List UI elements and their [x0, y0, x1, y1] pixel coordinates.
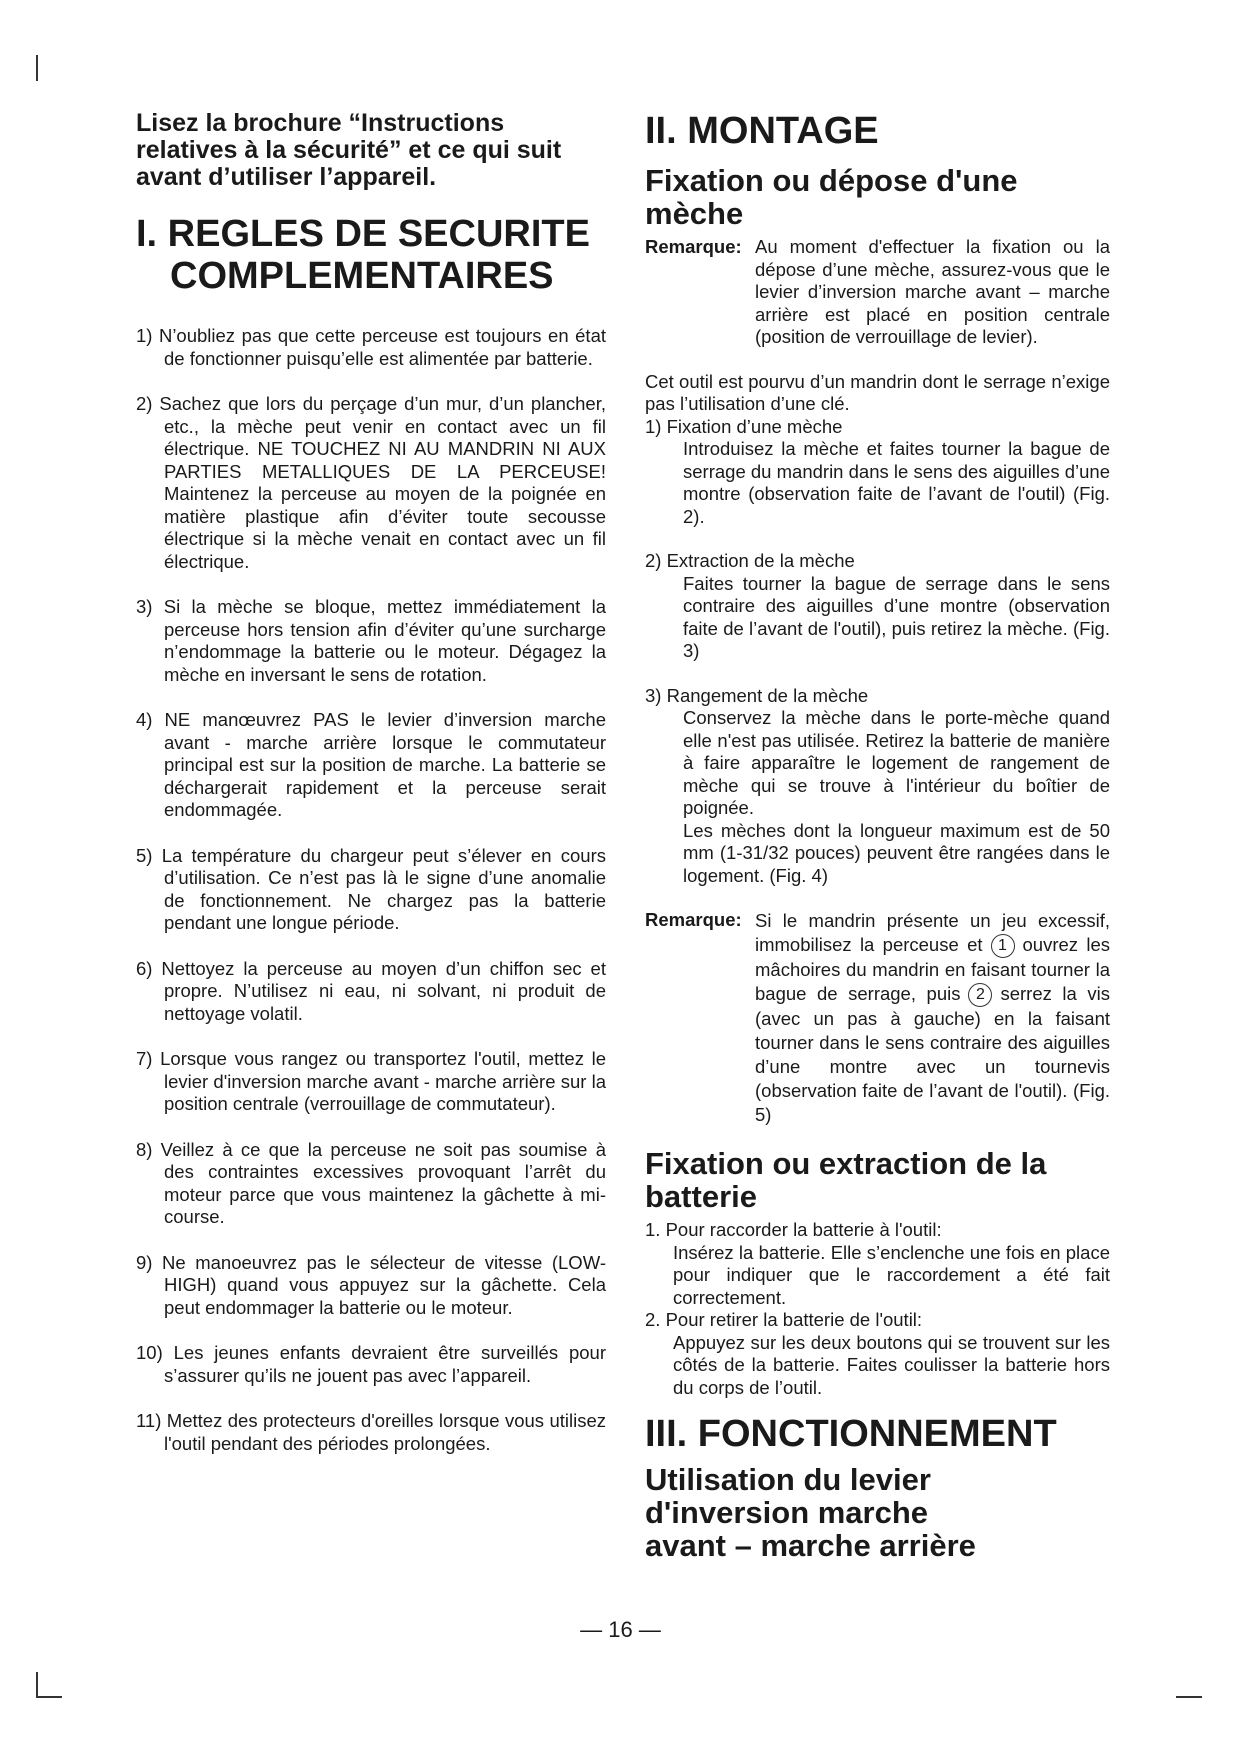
battery-step1-title: 1. Pour raccorder la batterie à l'outil:: [645, 1219, 942, 1240]
rule-item: 4) NE manœuvrez PAS le levier d’inversion marche avant - marche arrière lorsque le commutateur principal est sur la position de marche. La batterie se déchargerait rapidement et la perceuse serait endommagée.: [136, 709, 606, 820]
rule-item: 7) Lorsque vous rangez ou transportez l'outil, mettez le levier d'inversion marche avant - marche arrière sur la position centrale (verrouillage de commutateur).: [136, 1048, 606, 1114]
remark2-part-a: Si le mandrin présente un jeu excessif, immobilisez la perceuse et: [755, 910, 1110, 955]
subheading-bit: Fixation ou dépose d'une mèche: [645, 163, 1018, 231]
crop-mark-bottom-left: [36, 1672, 38, 1698]
rule-item: 3) Si la mèche se bloque, mettez immédiatement la perceuse hors tension afin d’éviter qu’une surcharge n’endommage la batterie ou le moteur. Dégagez la mèche en inversant le sens de rotation.: [136, 596, 606, 685]
rule-item: 9) Ne manoeuvrez pas le sélecteur de vitesse (LOW-HIGH) quand vous appuyez sur la gâchette. Cela peut endommager la batterie ou le moteur.: [136, 1251, 606, 1318]
section-heading-3: III. FONCTIONNEMENT: [645, 1413, 1057, 1455]
rule-item: 10) Les jeunes enfants devraient être surveillés pour s’assurer qu’ils ne jouent pas avec l’appareil.: [136, 1342, 606, 1386]
circled-number-1: 1: [991, 934, 1015, 958]
step3-title: 3) Rangement de la mèche: [645, 684, 869, 706]
rule-item: 6) Nettoyez la perceuse au moyen d’un chiffon sec et propre. N’utilisez ni eau, ni solvant, ni produit de nettoyage volatil.: [136, 957, 606, 1024]
circled-number-2: 2: [968, 983, 992, 1007]
heading-line-1: I. REGLES DE SECURITE: [136, 213, 590, 255]
crop-mark-bottom-left-h: [36, 1696, 62, 1698]
section-heading-2: II. MONTAGE: [645, 110, 879, 152]
remark-body-2: [755, 909, 1110, 1127]
step3-body-2: Les mèches dont la longueur maximum est de 50 mm (1-31/32 pouces) peuvent être rangées dans le logement. (Fig. 4): [683, 819, 1110, 886]
rule-item: 11) Mettez des protecteurs d'oreilles lorsque vous utilisez l'outil pendant des périodes prolongées.: [136, 1410, 606, 1454]
remark2-part-c: serrez la vis (avec un pas à gauche) en la faisant tourner dans le sens contraire des aiguilles d’une montre avec un tournevis (observation faite de l’avant de l'outil). (Fig. 5): [755, 983, 1110, 1125]
rule-item: 2) Sachez que lors du perçage d’un mur, d’un plancher, etc., la mèche peut venir en contact avec un fil électrique. NE TOUCHEZ NI AU MANDRIN NI AUX PARTIES METALLIQUES DE LA PERCEUSE! Maintenez la perceuse au moyen de la poignée en matière plastique afin d’éviter toute secousse électrique si la mèche venait en contact avec un fil électrique.: [136, 393, 606, 572]
remark-1: [645, 236, 1110, 349]
remark-label-2: Remarque:: [645, 909, 742, 930]
page-number: — 16 —: [580, 1617, 661, 1642]
crop-mark-bottom-right: [1176, 1696, 1202, 1698]
rule-item: 8) Veillez à ce que la perceuse ne soit pas soumise à des contraintes excessives provoquant l’arrêt du moteur parce que vous maintenez la gâchette à mi-course.: [136, 1138, 606, 1227]
intro-text: Lisez la brochure “Instructions relatives à la sécurité” et ce qui suit avant d’utiliser l’appareil.: [136, 109, 562, 191]
remark2-part-b: ouvrez les mâchoires du mandrin en faisant tourner la bague de serrage, puis: [755, 934, 1110, 1004]
step1-body: Introduisez la mèche et faites tourner la bague de serrage du mandrin dans le sens des aiguilles d’une montre (observation faite de l’avant de l'outil) (Fig. 2).: [683, 438, 1110, 527]
rule-item: 5) La température du chargeur peut s’élever en cours d’utilisation. Ce n’est pas là le signe d’une anomalie de fonctionnement. Ne chargez pas la batterie pendant une longue période.: [136, 844, 606, 933]
step3-body: Conservez la mèche dans le porte-mèche quand elle n'est pas utilisée. Retirez la batterie de manière à faire apparaître le logement de rangement de mèche qui se trouve à l'intérieur du boîtier de poignée.: [683, 707, 1110, 818]
step1-title: 1) Fixation d’une mèche: [645, 415, 843, 437]
crop-mark-top-left: [36, 55, 38, 81]
remark-label: Remarque:: [645, 236, 742, 257]
subheading-reverse-lever: Utilisation du levier d'inversion marche avant – marche arrière: [645, 1462, 976, 1563]
subheading-battery: Fixation ou extraction de la batterie: [645, 1146, 1047, 1214]
left-column: [136, 110, 606, 1478]
remark-body: Au moment d'effectuer la fixation ou la dépose d’une mèche, assurez-vous que le levier d’inversion marche avant – marche arrière est placé en position centrale (position de verrouillage de levier).: [755, 236, 1110, 347]
right-column: [645, 110, 1110, 1562]
heading-line-2: COMPLEMENTAIRES: [170, 255, 554, 297]
battery-step2-body: Appuyez sur les deux boutons qui se trouvent sur les côtés de la batterie. Faites coulisser la batterie hors du corps de l’outil.: [673, 1331, 1110, 1398]
rule-item: 1) N’oubliez pas que cette perceuse est toujours en état de fonctionner puisqu’elle est alimentée par batterie.: [136, 325, 606, 369]
battery-step2-title: 2. Pour retirer la batterie de l'outil:: [645, 1309, 923, 1330]
section-heading-1: [136, 213, 606, 297]
chuck-paragraph: Cet outil est pourvu d’un mandrin dont le serrage n’exige pas l’utilisation d’une clé.: [645, 370, 1110, 414]
battery-step1-body: Insérez la batterie. Elle s’enclenche une fois en place pour indiquer que le raccordement a été fait correctement.: [673, 1241, 1110, 1308]
step2-title: 2) Extraction de la mèche: [645, 550, 855, 571]
remark-2: [645, 909, 1110, 1127]
step2-body: Faites tourner la bague de serrage dans le sens contraire des aiguilles d’une montre (observation faite de l’avant de l'outil), puis retirez la mèche. (Fig. 3): [683, 572, 1110, 661]
